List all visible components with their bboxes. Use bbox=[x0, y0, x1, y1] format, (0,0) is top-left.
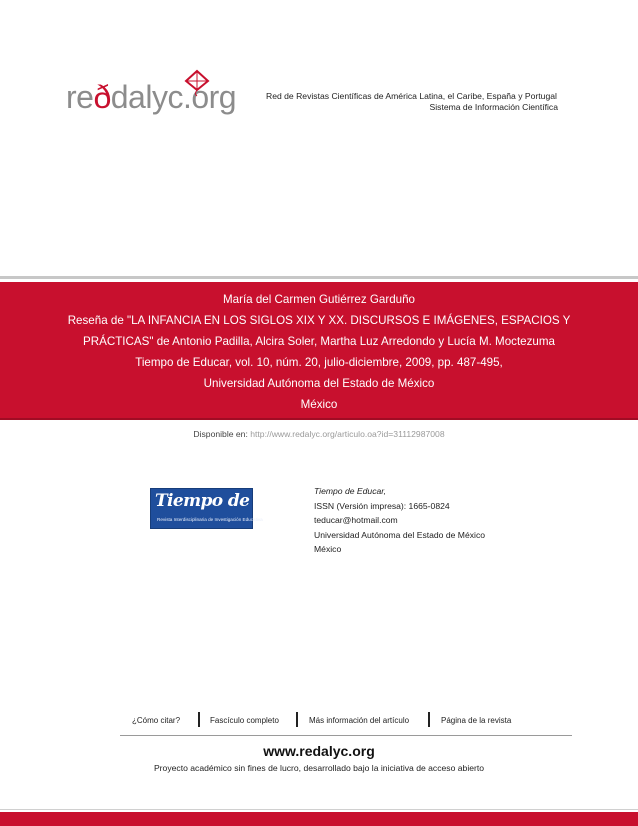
journal-publisher: Universidad Autónoma del Estado de México bbox=[314, 529, 486, 540]
article-title-line1: Reseña de "LA INFANCIA EN LOS SIGLOS XIX Y XX. DISCURSOS E IMÁGENES, ESPACIOS Y bbox=[67, 314, 571, 327]
journal-logo-subtitle: Revista Interdisciplinaria de Investigación Educativa bbox=[157, 517, 263, 522]
bottom-band bbox=[0, 812, 638, 826]
journal-logo-title: Tiempo de educar bbox=[155, 491, 317, 511]
journal-email[interactable]: teducar@hotmail.com bbox=[314, 515, 398, 525]
article-institution: Universidad Autónoma del Estado de México bbox=[203, 377, 435, 390]
bottom-divider bbox=[0, 809, 638, 810]
network-text: Red de Revistas Científicas de América Latina, el Caribe, España y Portugal bbox=[266, 91, 557, 101]
article-title-line2: PRÁCTICAS" de Antonio Padilla, Alcira Soler, Martha Luz Arredondo y Lucía M. Moctezuma bbox=[83, 335, 555, 348]
available-at bbox=[0, 429, 638, 439]
logo-prefix: re bbox=[66, 78, 94, 115]
header-divider bbox=[0, 276, 638, 279]
site-link[interactable]: www.redalyc.org bbox=[263, 743, 375, 759]
nav-separator bbox=[428, 712, 430, 727]
nav-how-to-cite[interactable]: ¿Cómo citar? bbox=[132, 716, 181, 725]
logo-suffix: org bbox=[191, 78, 237, 115]
journal-logo[interactable] bbox=[150, 488, 317, 529]
article-citation: Tiempo de Educar, vol. 10, núm. 20, julio-diciembre, 2009, pp. 487-495, bbox=[135, 356, 503, 369]
available-label: Disponible en: bbox=[193, 429, 248, 439]
footer-tagline: Proyecto académico sin fines de lucro, desarrollado bajo la iniciativa de acceso abierto bbox=[153, 763, 485, 773]
article-banner bbox=[0, 282, 638, 418]
journal-name: Tiempo de Educar, bbox=[314, 486, 387, 496]
banner-shadow bbox=[0, 418, 638, 420]
redalyc-logo[interactable] bbox=[66, 78, 236, 116]
nav-full-issue[interactable]: Fascículo completo bbox=[210, 716, 279, 725]
nav-more-info[interactable]: Más información del artículo bbox=[309, 716, 410, 725]
journal-issn: ISSN (Versión impresa): 1665-0824 bbox=[314, 500, 450, 511]
system-text: Sistema de Información Científica bbox=[429, 102, 558, 112]
footer-nav bbox=[0, 716, 638, 728]
logo-mid: dalyc. bbox=[110, 78, 192, 115]
article-country: México bbox=[300, 398, 338, 411]
article-url-link[interactable]: http://www.redalyc.org/articulo.oa?id=31112987008 bbox=[250, 429, 445, 439]
nav-separator bbox=[296, 712, 298, 727]
kite-icon bbox=[184, 70, 210, 96]
logo-swirl: ð bbox=[93, 78, 111, 115]
journal-info bbox=[314, 484, 485, 557]
journal-country: México bbox=[314, 544, 342, 554]
nav-separator bbox=[198, 712, 200, 727]
footer-divider bbox=[120, 735, 572, 736]
article-author: María del Carmen Gutiérrez Garduño bbox=[222, 293, 416, 306]
nav-journal-page[interactable]: Página de la revista bbox=[441, 716, 512, 725]
